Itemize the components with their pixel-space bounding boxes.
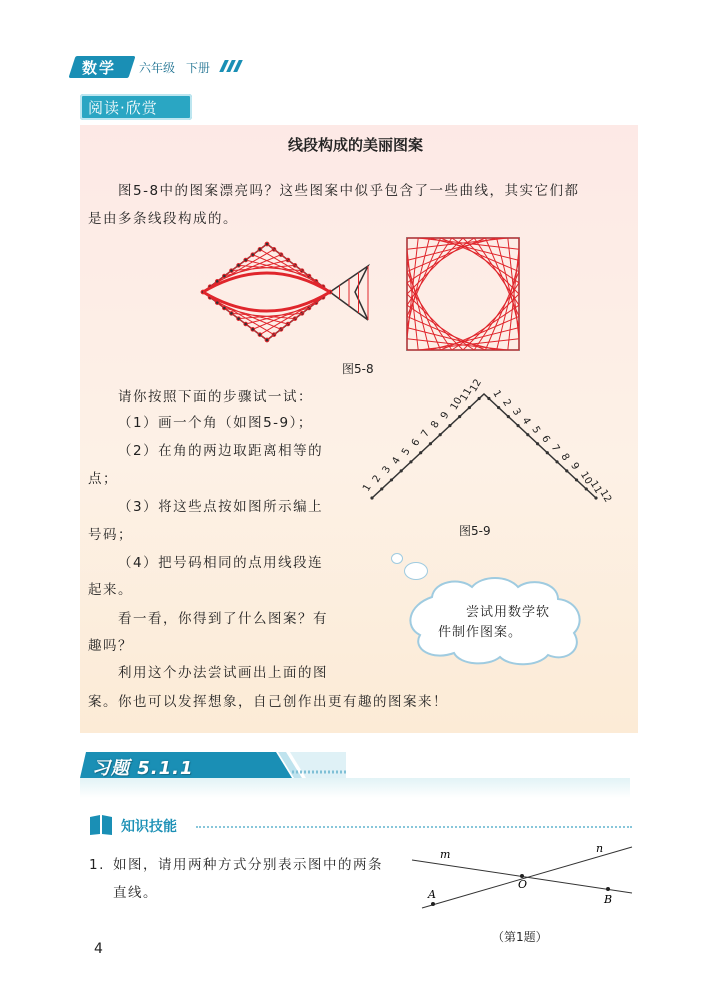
- look-line-2: 趣吗？: [88, 638, 133, 654]
- angle-right-number: 7: [548, 442, 562, 454]
- angle-right-number: 6: [538, 433, 552, 445]
- label-A: A: [428, 888, 436, 901]
- angle-left-number: 5: [400, 446, 413, 458]
- try-line-2: 案。你也可以发挥想象，自己创作出更有趣的图案来！: [88, 694, 448, 710]
- step-2-line-2: 点；: [88, 471, 118, 487]
- angle-left-number: 4: [390, 455, 404, 467]
- step-2-line-1: （2）在角的两边取距离相等的: [118, 443, 324, 459]
- look-line-1: 看一看，你得到了什么图案？有: [118, 611, 328, 627]
- step-3-line-2: 号码；: [88, 527, 133, 543]
- angle-left-number: 11: [458, 386, 475, 404]
- angle-left-number: 1: [361, 482, 374, 494]
- angle-right-number: 9: [568, 460, 581, 472]
- volume-label: 下册: [186, 61, 211, 75]
- cloud-line-1: 尝试用数学软: [466, 605, 551, 620]
- angle-right-number: 4: [519, 415, 533, 427]
- angle-right-number: 3: [509, 406, 523, 418]
- angle-right-number: 11: [587, 478, 604, 496]
- exercise-title: 习题 5.1.1: [92, 758, 194, 779]
- step-4-line-1: （4）把号码相同的点用线段连: [118, 555, 324, 571]
- reading-tag-label: 阅读·欣赏: [88, 99, 158, 117]
- grade-label: 六年级: [139, 61, 176, 75]
- page-number: 4: [94, 941, 103, 957]
- step-4-line-2: 起来。: [88, 582, 133, 598]
- fig-5-8-caption: 图5-8: [342, 362, 374, 376]
- label-O: O: [518, 878, 528, 891]
- fish-string-art: [201, 242, 368, 342]
- question-1-figure: [412, 840, 634, 910]
- exercise-strip: [80, 778, 630, 798]
- figure-5-9: [360, 377, 614, 510]
- question-1-caption: （第1题）: [492, 930, 548, 944]
- step-1: （1）画一个角（如图5-9）；: [118, 415, 313, 431]
- angle-left-number: 7: [419, 428, 433, 440]
- angle-left-number: 6: [409, 437, 423, 449]
- thought-bubble-small: [391, 553, 403, 564]
- angle-right-number: 2: [500, 397, 513, 409]
- angle-left-number: 12: [468, 377, 485, 395]
- section-knowledge-skills: 知识技能: [121, 819, 177, 835]
- try-line-1: 利用这个办法尝试画出上面的图: [118, 665, 328, 681]
- angle-right-number: 5: [529, 424, 542, 436]
- label-n: n: [596, 842, 604, 855]
- angle-left-number: 9: [438, 410, 452, 422]
- subject-label: 数学: [82, 59, 117, 77]
- angle-left-number: 2: [370, 473, 384, 485]
- angle-left-number: 10: [448, 395, 465, 413]
- steps-intro: 请你按照下面的步骤试一试：: [118, 389, 313, 405]
- section-divider: [196, 826, 632, 828]
- book-icon: [88, 814, 114, 836]
- intro-line-2: 是由多条线段构成的。: [88, 211, 238, 227]
- angle-right-number: 12: [597, 488, 614, 505]
- fig-5-9-caption: 图5-9: [459, 524, 491, 538]
- angle-left-number: 8: [429, 419, 442, 431]
- label-m: m: [440, 848, 451, 861]
- angle-left-number: 3: [380, 464, 394, 476]
- cloud-line-2: 件制作图案。: [438, 625, 523, 640]
- label-B: B: [604, 893, 613, 906]
- angle-right-number: 10: [577, 469, 594, 487]
- question-1-line-1: 如图，请用两种方式分别表示图中的两条: [113, 857, 383, 873]
- question-number: 1.: [89, 857, 105, 873]
- angle-right-number: 1: [490, 388, 503, 400]
- reading-title: 线段构成的美丽图案: [287, 136, 423, 154]
- step-3-line-1: （3）将这些点按如图所示编上: [118, 499, 324, 515]
- angle-right-number: 8: [558, 451, 572, 463]
- intro-line-1: 图5-8中的图案漂亮吗？这些图案中似乎包含了一些曲线，其实它们都: [118, 183, 580, 199]
- question-1-line-2: 直线。: [113, 885, 158, 901]
- figure-5-8: [195, 236, 525, 356]
- square-string-art: [407, 238, 519, 350]
